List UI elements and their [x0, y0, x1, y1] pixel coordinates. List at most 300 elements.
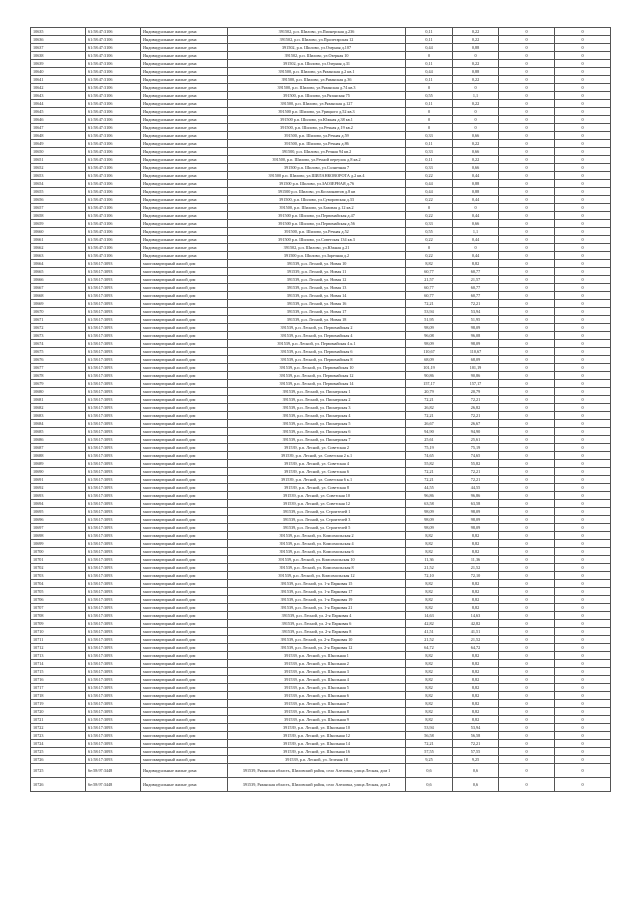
row-number-cell: 10679 — [31, 380, 86, 388]
value-4-cell: 0 — [555, 708, 611, 716]
building-type-cell: многоквартирный жилой дом — [141, 508, 228, 516]
cadastral-number-cell: 61:58:17:3093 — [86, 620, 141, 628]
value-4-cell: 0 — [555, 636, 611, 644]
table-row — [31, 340, 611, 348]
address-cell: 391539, р.п. Лесной, ул. Новая 18 — [228, 316, 406, 324]
building-type-cell: многоквартирный жилой дом — [141, 260, 228, 268]
value-2-cell: 0 — [453, 204, 499, 212]
table-row — [31, 108, 611, 116]
value-2-cell: 68,09 — [453, 356, 499, 364]
table-row — [31, 700, 611, 708]
table-row — [31, 76, 611, 84]
value-3-cell: 0 — [499, 596, 555, 604]
table-row — [31, 396, 611, 404]
address-cell: 391539, р.п. Лесной, ул. Советская 8 — [228, 484, 406, 492]
table-row — [31, 588, 611, 596]
value-4-cell: 0 — [555, 84, 611, 92]
value-3-cell: 0 — [499, 172, 555, 180]
row-number-cell: 10707 — [31, 604, 86, 612]
cadastral-number-cell: 61:58:47:3106 — [86, 92, 141, 100]
row-number-cell: 10662 — [31, 244, 86, 252]
value-3-cell: 0 — [499, 764, 555, 778]
table-row — [31, 204, 611, 212]
row-number-cell: 10678 — [31, 372, 86, 380]
value-2-cell: 72,10 — [453, 572, 499, 580]
value-3-cell: 0 — [499, 60, 555, 68]
row-number-cell: 10702 — [31, 564, 86, 572]
value-1-cell: 72,21 — [406, 396, 453, 404]
address-cell: 391500 р.п. Шилово, ул.ШИЛАНКОВОРОТА д.2 кв.4 — [228, 172, 406, 180]
address-cell: 391539, р.п. Лесной, ул. Школьная 2 — [228, 660, 406, 668]
cadastral-number-cell: 6e:58:97:3448 — [86, 778, 141, 792]
address-cell: 391502, р.п. Шилово, ул.Пролетарская 12 — [228, 36, 406, 44]
table-row — [31, 444, 611, 452]
building-type-cell: Индивидуальные жилые дома — [141, 52, 228, 60]
value-2-cell: 8,82 — [453, 596, 499, 604]
address-cell: 391539, р.п. Лесной, ул. Пионерская 3 — [228, 404, 406, 412]
value-1-cell: 72,21 — [406, 412, 453, 420]
value-3-cell: 0 — [499, 76, 555, 84]
address-cell: 391500, р.п. Шилово, ул.Речная 94 кв.2 — [228, 148, 406, 156]
value-4-cell: 0 — [555, 412, 611, 420]
building-type-cell: Индивидуальные жилые дома — [141, 84, 228, 92]
value-3-cell: 0 — [499, 652, 555, 660]
value-2-cell: 0,22 — [453, 60, 499, 68]
address-cell: 391539, р.п. Лесной, ул. Пионерская 1 — [228, 388, 406, 396]
value-3-cell: 0 — [499, 324, 555, 332]
value-1-cell: 74,65 — [406, 452, 453, 460]
value-3-cell: 0 — [499, 644, 555, 652]
value-1-cell: 8,82 — [406, 540, 453, 548]
value-1-cell: 0,11 — [406, 28, 453, 36]
address-cell: 391539, р.п. Лесной, ул. Школьная 5 — [228, 684, 406, 692]
value-1-cell: 0,33 — [406, 164, 453, 172]
value-2-cell: 101,19 — [453, 364, 499, 372]
building-type-cell: Индивидуальные жилые дома — [141, 124, 228, 132]
cadastral-number-cell: 61:58:17:3093 — [86, 452, 141, 460]
value-2-cell: 44,55 — [453, 484, 499, 492]
value-2-cell: 0,22 — [453, 36, 499, 44]
data-table — [30, 27, 611, 792]
value-4-cell: 0 — [555, 460, 611, 468]
building-type-cell: многоквартирный жилой дом — [141, 644, 228, 652]
building-type-cell: многоквартирный жилой дом — [141, 460, 228, 468]
address-cell: 391502, р.п. Шилово, ул.Озерная 10 — [228, 52, 406, 60]
cadastral-number-cell: 61:58:17:3093 — [86, 604, 141, 612]
cadastral-number-cell: 61:58:17:3093 — [86, 596, 141, 604]
address-cell: 391539, р.п. Лесной, ул. Зеленая 18 — [228, 756, 406, 764]
value-2-cell: 8,82 — [453, 668, 499, 676]
value-2-cell: 0 — [453, 52, 499, 60]
value-1-cell: 0,11 — [406, 36, 453, 44]
value-1-cell: 72,21 — [406, 468, 453, 476]
value-3-cell: 0 — [499, 468, 555, 476]
cadastral-number-cell: 61:58:17:3093 — [86, 676, 141, 684]
building-type-cell: Индивидуальные жилые дома — [141, 140, 228, 148]
cadastral-number-cell: 61:58:47:3106 — [86, 36, 141, 44]
row-number-cell: 10645 — [31, 108, 86, 116]
building-type-cell: Индивидуальные жилые дома — [141, 204, 228, 212]
address-cell: 391539, р.п. Лесной, ул. Школьная 6 — [228, 692, 406, 700]
value-2-cell: 0,44 — [453, 196, 499, 204]
address-cell: 391539, р.п. Лесной, ул. Школьная 4 — [228, 676, 406, 684]
value-2-cell: 0,22 — [453, 76, 499, 84]
table-row — [31, 212, 611, 220]
value-3-cell: 0 — [499, 532, 555, 540]
value-3-cell: 0 — [499, 108, 555, 116]
value-4-cell: 0 — [555, 124, 611, 132]
value-1-cell: 0,11 — [406, 76, 453, 84]
value-2-cell: 72,21 — [453, 412, 499, 420]
building-type-cell: многоквартирный жилой дом — [141, 556, 228, 564]
cadastral-number-cell: 61:58:17:3093 — [86, 500, 141, 508]
row-number-cell: 10665 — [31, 268, 86, 276]
row-number-cell: 10712 — [31, 644, 86, 652]
value-1-cell: 0,6 — [406, 778, 453, 792]
building-type-cell: многоквартирный жилой дом — [141, 420, 228, 428]
table-row — [31, 276, 611, 284]
value-4-cell: 0 — [555, 188, 611, 196]
value-4-cell: 0 — [555, 276, 611, 284]
value-1-cell: 0 — [406, 52, 453, 60]
value-2-cell: 0 — [453, 116, 499, 124]
row-number-cell: 10659 — [31, 220, 86, 228]
cadastral-number-cell: 61:58:17:3093 — [86, 396, 141, 404]
cadastral-number-cell: 61:58:47:3106 — [86, 220, 141, 228]
value-4-cell: 0 — [555, 364, 611, 372]
building-type-cell: многоквартирный жилой дом — [141, 524, 228, 532]
row-number-cell: 10726 — [31, 778, 86, 792]
row-number-cell: 10715 — [31, 668, 86, 676]
cadastral-number-cell: 61:58:47:3106 — [86, 124, 141, 132]
row-number-cell: 10719 — [31, 700, 86, 708]
value-2-cell: 0,88 — [453, 180, 499, 188]
cadastral-number-cell: 61:58:17:3093 — [86, 356, 141, 364]
value-3-cell: 0 — [499, 236, 555, 244]
table-row — [31, 596, 611, 604]
cadastral-number-cell: 61:58:17:3093 — [86, 564, 141, 572]
cadastral-number-cell: 61:58:17:3093 — [86, 516, 141, 524]
table-row — [31, 516, 611, 524]
value-2-cell: 96,08 — [453, 332, 499, 340]
table-row — [31, 172, 611, 180]
row-number-cell: 10655 — [31, 188, 86, 196]
table-row — [31, 244, 611, 252]
value-4-cell: 0 — [555, 500, 611, 508]
row-number-cell: 10669 — [31, 300, 86, 308]
table-row — [31, 132, 611, 140]
value-1-cell: 0,33 — [406, 148, 453, 156]
table-row — [31, 228, 611, 236]
value-2-cell: 60,77 — [453, 268, 499, 276]
value-1-cell: 8,82 — [406, 708, 453, 716]
value-3-cell: 0 — [499, 724, 555, 732]
value-3-cell: 0 — [499, 196, 555, 204]
value-3-cell: 0 — [499, 660, 555, 668]
row-number-cell: 10660 — [31, 228, 86, 236]
table-row — [31, 548, 611, 556]
building-type-cell: многоквартирный жилой дом — [141, 436, 228, 444]
value-4-cell: 0 — [555, 212, 611, 220]
address-cell: 391539, р.п. Лесной, ул. Строителей 5 — [228, 524, 406, 532]
cadastral-number-cell: 61:58:17:3093 — [86, 612, 141, 620]
address-cell: 391502, р.п. Шилово, ул.Озерная д.31 — [228, 60, 406, 68]
value-4-cell: 0 — [555, 468, 611, 476]
cadastral-number-cell: 61:58:17:3093 — [86, 636, 141, 644]
value-1-cell: 55,82 — [406, 460, 453, 468]
address-cell: 391539, р.п. Лесной, ул. 2-я Парковая 4 — [228, 612, 406, 620]
value-3-cell: 0 — [499, 460, 555, 468]
value-3-cell: 0 — [499, 220, 555, 228]
row-number-cell: 10716 — [31, 676, 86, 684]
value-1-cell: 75,19 — [406, 444, 453, 452]
value-3-cell: 0 — [499, 276, 555, 284]
row-number-cell: 10724 — [31, 740, 86, 748]
value-4-cell: 0 — [555, 92, 611, 100]
cadastral-number-cell: 61:58:17:3093 — [86, 708, 141, 716]
value-1-cell: 64,72 — [406, 644, 453, 652]
cadastral-number-cell: 61:58:47:3106 — [86, 76, 141, 84]
row-number-cell: 10692 — [31, 484, 86, 492]
address-cell: 391539, р.п. Лесной, ул. Школьная 8 — [228, 708, 406, 716]
row-number-cell: 10713 — [31, 652, 86, 660]
value-2-cell: 55,82 — [453, 460, 499, 468]
address-cell: 391539, р.п. Лесной, ул. Советская 12 — [228, 500, 406, 508]
building-type-cell: многоквартирный жилой дом — [141, 484, 228, 492]
value-1-cell: 26,67 — [406, 420, 453, 428]
value-1-cell: 94,90 — [406, 428, 453, 436]
value-3-cell: 0 — [499, 180, 555, 188]
address-cell: 391539, р.п. Лесной, ул. Пионерская 4 — [228, 412, 406, 420]
row-number-cell: 10658 — [31, 212, 86, 220]
table-row — [31, 764, 611, 778]
address-cell: 391500 р.п. Шилово, ул.Заречная д.2 — [228, 252, 406, 260]
value-3-cell: 0 — [499, 28, 555, 36]
value-2-cell: 53,94 — [453, 724, 499, 732]
value-3-cell: 0 — [499, 188, 555, 196]
building-type-cell: многоквартирный жилой дом — [141, 284, 228, 292]
building-type-cell: Индивидуальные жилые дома — [141, 132, 228, 140]
table-row — [31, 236, 611, 244]
table-row — [31, 748, 611, 756]
table-row — [31, 468, 611, 476]
row-number-cell: 10647 — [31, 124, 86, 132]
value-2-cell: 0,22 — [453, 28, 499, 36]
building-type-cell: Индивидуальные жилые дома — [141, 100, 228, 108]
value-4-cell: 0 — [555, 620, 611, 628]
address-cell: 391500, р.п. Шилово, ул.Речная д.52 — [228, 228, 406, 236]
table-row — [31, 500, 611, 508]
address-cell: 391539, р.п. Лесной, ул. Комсомольская 6 — [228, 548, 406, 556]
table-row — [31, 92, 611, 100]
value-3-cell: 0 — [499, 612, 555, 620]
table-row — [31, 300, 611, 308]
building-type-cell: многоквартирный жилой дом — [141, 740, 228, 748]
row-number-cell: 10648 — [31, 132, 86, 140]
cadastral-number-cell: 61:58:47:3106 — [86, 164, 141, 172]
value-3-cell: 0 — [499, 252, 555, 260]
value-2-cell: 8,82 — [453, 604, 499, 612]
value-4-cell: 0 — [555, 308, 611, 316]
value-1-cell: 60,77 — [406, 292, 453, 300]
value-1-cell: 72,10 — [406, 572, 453, 580]
value-1-cell: 11,36 — [406, 556, 453, 564]
table-row — [31, 580, 611, 588]
value-3-cell: 0 — [499, 428, 555, 436]
cadastral-number-cell: 61:58:17:3093 — [86, 468, 141, 476]
building-type-cell: многоквартирный жилой дом — [141, 700, 228, 708]
cadastral-number-cell: 61:58:17:3093 — [86, 292, 141, 300]
value-1-cell: 0,11 — [406, 156, 453, 164]
row-number-cell: 10709 — [31, 620, 86, 628]
address-cell: 391539, р.п. Лесной, ул. Комсомольская 12 — [228, 572, 406, 580]
building-type-cell: Индивидуальные жилые дома — [141, 28, 228, 36]
value-3-cell: 0 — [499, 156, 555, 164]
value-3-cell: 0 — [499, 148, 555, 156]
address-cell: 391539, р.п. Лесной, ул. Первомайская 8 — [228, 356, 406, 364]
value-1-cell: 72,21 — [406, 300, 453, 308]
address-cell: 391500, р.п. Шилово, ул.Речная д.19 кв.2 — [228, 124, 406, 132]
table-row — [31, 452, 611, 460]
table-row — [31, 316, 611, 324]
value-4-cell: 0 — [555, 764, 611, 778]
value-4-cell: 0 — [555, 116, 611, 124]
value-2-cell: 0,44 — [453, 236, 499, 244]
value-2-cell: 60,77 — [453, 292, 499, 300]
value-2-cell: 8,82 — [453, 716, 499, 724]
cadastral-number-cell: 61:58:17:3093 — [86, 428, 141, 436]
table-row — [31, 668, 611, 676]
value-4-cell: 0 — [555, 52, 611, 60]
value-2-cell: 75,19 — [453, 444, 499, 452]
value-1-cell: 51,95 — [406, 316, 453, 324]
value-1-cell: 101,19 — [406, 364, 453, 372]
row-number-cell: 10638 — [31, 52, 86, 60]
address-cell: 391539, р.п. Лесной, ул. 2-я Парковая 10 — [228, 636, 406, 644]
value-1-cell: 0,55 — [406, 228, 453, 236]
value-1-cell: 8,82 — [406, 548, 453, 556]
table-row — [31, 604, 611, 612]
table-row — [31, 540, 611, 548]
table-row — [31, 412, 611, 420]
value-4-cell: 0 — [555, 404, 611, 412]
building-type-cell: многоквартирный жилой дом — [141, 396, 228, 404]
cadastral-number-cell: 61:58:17:3093 — [86, 692, 141, 700]
cadastral-number-cell: 61:58:47:3106 — [86, 52, 141, 60]
value-3-cell: 0 — [499, 124, 555, 132]
address-cell: 391539, р.п. Лесной, ул. Комсомольская 2 — [228, 532, 406, 540]
value-3-cell: 0 — [499, 348, 555, 356]
table-row — [31, 564, 611, 572]
value-4-cell: 0 — [555, 260, 611, 268]
building-type-cell: Индивидуальные жилые дома — [141, 244, 228, 252]
value-3-cell: 0 — [499, 580, 555, 588]
cadastral-number-cell: 61:58:47:3106 — [86, 116, 141, 124]
value-3-cell: 0 — [499, 500, 555, 508]
value-3-cell: 0 — [499, 444, 555, 452]
building-type-cell: многоквартирный жилой дом — [141, 572, 228, 580]
cadastral-number-cell: 61:58:47:3106 — [86, 212, 141, 220]
cadastral-number-cell: 61:58:17:3093 — [86, 276, 141, 284]
building-type-cell: многоквартирный жилой дом — [141, 580, 228, 588]
value-3-cell: 0 — [499, 340, 555, 348]
row-number-cell: 10670 — [31, 308, 86, 316]
value-3-cell: 0 — [499, 396, 555, 404]
value-2-cell: 0,66 — [453, 148, 499, 156]
table-row — [31, 756, 611, 764]
value-3-cell: 0 — [499, 572, 555, 580]
building-type-cell: Индивидуальные жилые дома — [141, 116, 228, 124]
cadastral-number-cell: 61:58:17:3093 — [86, 740, 141, 748]
value-1-cell: 63,58 — [406, 500, 453, 508]
table-row — [31, 148, 611, 156]
table-row — [31, 716, 611, 724]
value-3-cell: 0 — [499, 732, 555, 740]
building-type-cell: многоквартирный жилой дом — [141, 268, 228, 276]
building-type-cell: многоквартирный жилой дом — [141, 660, 228, 668]
row-number-cell: 10680 — [31, 388, 86, 396]
building-type-cell: многоквартирный жилой дом — [141, 596, 228, 604]
cadastral-number-cell: 61:58:17:3093 — [86, 348, 141, 356]
building-type-cell: многоквартирный жилой дом — [141, 324, 228, 332]
cadastral-number-cell: 61:58:47:3106 — [86, 44, 141, 52]
table-row — [31, 660, 611, 668]
value-1-cell: 0,55 — [406, 92, 453, 100]
value-1-cell: 25,61 — [406, 436, 453, 444]
row-number-cell: 10657 — [31, 204, 86, 212]
table-row — [31, 188, 611, 196]
row-number-cell: 10701 — [31, 556, 86, 564]
value-1-cell: 56,58 — [406, 732, 453, 740]
building-type-cell: Индивидуальные жилые дома — [141, 220, 228, 228]
value-3-cell: 0 — [499, 212, 555, 220]
building-type-cell: многоквартирный жилой дом — [141, 428, 228, 436]
table-row — [31, 460, 611, 468]
value-2-cell: 21,52 — [453, 564, 499, 572]
value-4-cell: 0 — [555, 428, 611, 436]
table-row — [31, 708, 611, 716]
address-cell: 391539, Рязанская область, Шиловский район, село Алеховка, улица Лесная, дом 1 — [228, 764, 406, 778]
cadastral-number-cell: 61:58:17:3093 — [86, 340, 141, 348]
row-number-cell: 10668 — [31, 292, 86, 300]
address-cell: 391539, р.п. Лесной, ул. Комсомольская 4 — [228, 540, 406, 548]
value-2-cell: 72,21 — [453, 396, 499, 404]
value-1-cell: 53,94 — [406, 308, 453, 316]
value-3-cell: 0 — [499, 356, 555, 364]
value-2-cell: 0,88 — [453, 44, 499, 52]
building-type-cell: многоквартирный жилой дом — [141, 716, 228, 724]
cadastral-number-cell: 61:58:17:3093 — [86, 548, 141, 556]
address-cell: 391502, р.п. Шилово, ул.Пионерская д.236 — [228, 28, 406, 36]
value-1-cell: 8,82 — [406, 692, 453, 700]
value-2-cell: 157,17 — [453, 380, 499, 388]
value-3-cell: 0 — [499, 436, 555, 444]
value-2-cell: 1,1 — [453, 92, 499, 100]
building-type-cell: многоквартирный жилой дом — [141, 452, 228, 460]
value-2-cell: 8,82 — [453, 708, 499, 716]
row-number-cell: 10675 — [31, 348, 86, 356]
address-cell: 391500, р.п. Шилово, ул.Рязанская 75 — [228, 92, 406, 100]
value-2-cell: 0,22 — [453, 100, 499, 108]
address-cell: 391539, р.п. Лесной, ул. 1-я Парковая 15 — [228, 580, 406, 588]
value-3-cell: 0 — [499, 364, 555, 372]
address-cell: 391539, р.п. Лесной, ул. Первомайская 6 — [228, 348, 406, 356]
value-3-cell: 0 — [499, 628, 555, 636]
table-row — [31, 28, 611, 36]
address-cell: 391539, р.п. Лесной, ул. Первомайская 4 к.1 — [228, 340, 406, 348]
value-4-cell: 0 — [555, 564, 611, 572]
cadastral-number-cell: 61:58:17:3093 — [86, 732, 141, 740]
